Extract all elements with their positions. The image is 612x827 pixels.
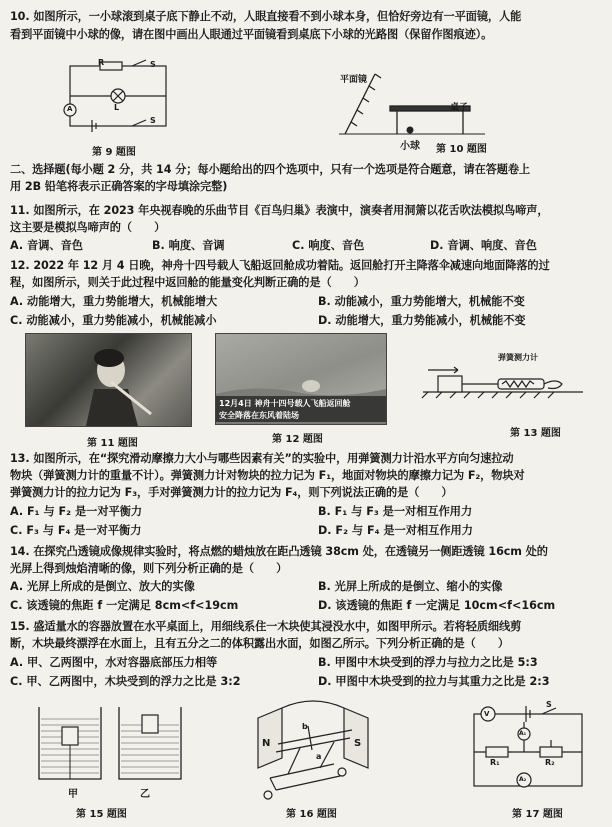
q15-line1: 15. 盛适量水的容器放置在水平桌面上，用细线系住一木块使其浸没水中，如图甲所示。若将轻质细线剪: [10, 620, 522, 633]
q13-option-d: D. F₂ 与 F₄ 是一对相互作用力: [318, 524, 473, 537]
fig9-caption: 第 9 题图: [92, 147, 136, 158]
fig9-label-l: L: [114, 103, 120, 112]
fig12-overlay-line2: 安全降落在东风着陆场: [219, 411, 299, 420]
mirror-label: 平面镜: [340, 75, 368, 85]
fig16-label-b: b: [302, 722, 308, 731]
ball-label: 小球: [400, 141, 420, 152]
q12-line2: 程，如图所示，则关于此过程中返回舱的能量变化判断正确的是（ ）: [10, 276, 365, 289]
fig9-circuit-diagram: [62, 58, 172, 138]
q13-option-c: C. F₃ 与 F₄ 是一对平衡力: [10, 524, 142, 537]
fig12-overlay-line1: 12月4日 神舟十四号载人飞船返回舱: [219, 399, 351, 408]
fig16-label-s: S: [354, 738, 362, 749]
q11-option-b: B. 响度、音调: [152, 239, 225, 252]
fig17-label-r1: R₁: [490, 758, 500, 767]
fig17-label-r2: R₂: [545, 758, 555, 767]
fig17-caption: 第 17 题图: [512, 809, 563, 820]
q11-line2: 这主要是模拟鸟啼声的（ ）: [10, 221, 166, 234]
fig12-caption: 第 12 题图: [272, 434, 323, 445]
table-label: 桌子: [450, 103, 469, 113]
q13-line3: 弹簧测力计的拉力记为 F₃，手对弹簧测力计的拉力记为 F₄，则下列说法正确的是（ ）: [10, 486, 453, 499]
fig15-beakers-diagram: [35, 703, 185, 783]
q10-line1: 10. 如图所示，一小球滚到桌子底下静止不动，人眼直接看不到小球本身，但恰好旁边有一平面镜，人能: [10, 10, 522, 23]
q12-option-b: B. 动能减小，重力势能增大，机械能不变: [318, 295, 525, 308]
fig9-label-s1: S: [150, 60, 156, 69]
fig15-label-yi: 乙: [140, 789, 150, 800]
q14-line1: 14. 在探究凸透镜成像规律实验时，将点燃的蜡烛放在距凸透镜 38cm 处，在透镜另一侧距透镜 16cm 处的: [10, 545, 548, 558]
q15-line2: 断，木块最终漂浮在水面上，且有五分之二的体积露出水面，如图乙所示。下列分析正确的是（ ）: [10, 637, 509, 650]
q13-option-b: B. F₁ 与 F₃ 是一对相互作用力: [318, 505, 473, 518]
q12-option-d: D. 动能增大，重力势能减小，机械能不变: [318, 314, 526, 327]
q10-line2: 看到平面镜中小球的像，请在图中画出人眼通过平面镜看到桌底下小球的光路图（保留作图痕迹）。: [10, 28, 493, 41]
q14-option-d: D. 该透镜的焦距 f 一定满足 10cm<f<16cm: [318, 599, 556, 612]
q14-option-c: C. 该透镜的焦距 f 一定满足 8cm<f<19cm: [10, 599, 239, 612]
section2-heading-line2: 用 2B 铅笔将表示正确答案的字母填涂完整): [10, 180, 228, 193]
fig11-caption: 第 11 题图: [87, 438, 138, 449]
fig15-caption: 第 15 题图: [76, 809, 127, 820]
q11-line1: 11. 如图所示，在 2023 年央视春晚的乐曲节目《百鸟归巢》表演中，演奏者用洞箫以花舌吹法模拟鸟啼声，: [10, 204, 549, 217]
fig17-label-a1: A₁: [519, 730, 527, 737]
q13-line2: 物块（弹簧测力计的重量不计）。弹簧测力计对物块的拉力记为 F₁，地面对物块的摩擦力记为 F₂，物块对: [10, 469, 525, 482]
q15-option-a: A. 甲、乙两图中，水对容器底部压力相等: [10, 656, 218, 669]
q13-line1: 13. 如图所示，在“探究滑动摩擦力大小与哪些因素有关”的实验中，用弹簧测力计沿水平方向匀速拉动: [10, 452, 514, 465]
fig12-capsule-photo: [215, 333, 387, 425]
fig17-label-s: S: [546, 700, 552, 709]
q12-option-a: A. 动能增大，重力势能增大，机械能增大: [10, 295, 218, 308]
fig15-label-jia: 甲: [68, 789, 78, 800]
q14-option-a: A. 光屏上所成的是倒立、放大的实像: [10, 580, 195, 593]
fig9-label-r: R: [98, 58, 105, 67]
fig17-label-a2: A₂: [519, 776, 527, 783]
fig13-caption: 第 13 题图: [510, 428, 561, 439]
q14-option-b: B. 光屏上所成的是倒立、缩小的实像: [318, 580, 503, 593]
q12-option-c: C. 动能减小，重力势能减小，机械能减小: [10, 314, 217, 327]
fig16-label-n: N: [262, 738, 271, 749]
q15-option-b: B. 甲图中木块受到的浮力与拉力之比是 5:3: [318, 656, 538, 669]
fig16-caption: 第 16 题图: [286, 809, 337, 820]
q11-option-d: D. 音调、响度、音色: [430, 239, 537, 252]
q12-line1: 12. 2022 年 12 月 4 日晚，神舟十四号载人飞船返回舱成功着陆。返回舱打开主降落伞减速向地面降落的过: [10, 259, 550, 272]
fig11-performer-photo: [25, 333, 192, 427]
fig17-label-v: V: [484, 710, 490, 718]
q14-line2: 光屏上得到烛焰清晰的像，则下列分析正确的是（ ）: [10, 562, 288, 575]
fig10-caption: 第 10 题图: [436, 144, 487, 155]
fig13-spring-scale-label: 弹簧测力计: [498, 353, 538, 362]
q15-option-d: D. 甲图中木块受到的拉力与其重力之比是 2:3: [318, 675, 550, 688]
fig16-label-a: a: [316, 752, 322, 761]
fig16-magnet-rails-diagram: [248, 700, 378, 800]
q15-option-c: C. 甲、乙两图中，木块受到的浮力之比是 3:2: [10, 675, 241, 688]
q11-option-c: C. 响度、音色: [292, 239, 365, 252]
fig9-label-s2: S: [150, 116, 156, 125]
fig9-label-ammeter: A: [67, 105, 73, 113]
section2-heading-line1: 二、选择题(每小题 2 分，共 14 分；每小题给出的四个选项中，只有一个选项是符合题意，请在答题卷上: [10, 163, 531, 176]
q11-option-a: A. 音调、音色: [10, 239, 83, 252]
q13-option-a: A. F₁ 与 F₂ 是一对平衡力: [10, 505, 143, 518]
